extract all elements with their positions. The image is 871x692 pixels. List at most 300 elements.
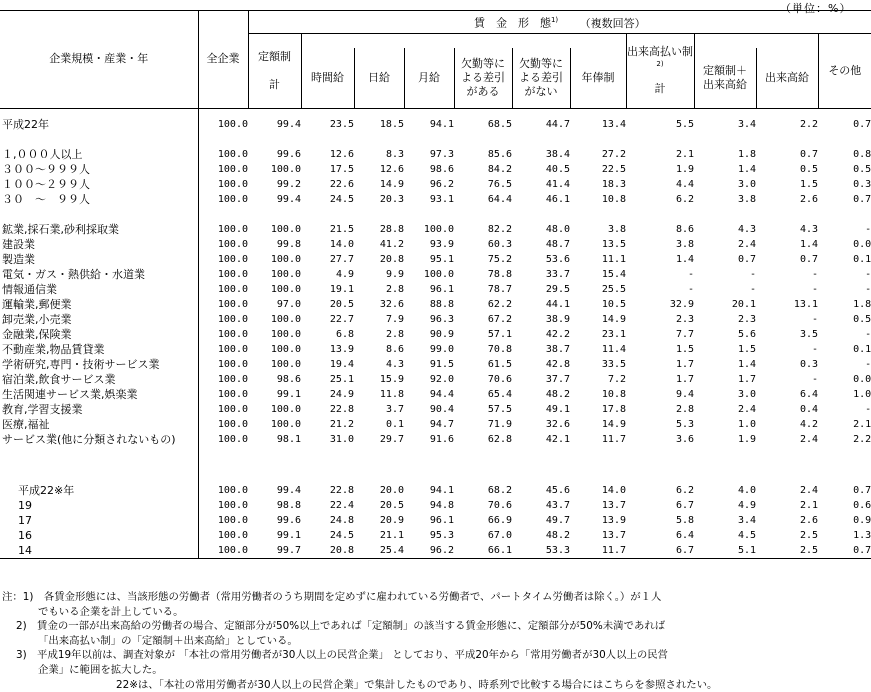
row-label: 生活関連サービス業,娯楽業 bbox=[2, 387, 138, 401]
cell-value: 9.9 bbox=[385, 268, 404, 280]
cell-value: 7.2 bbox=[607, 373, 626, 385]
cell-value: 42.1 bbox=[545, 433, 570, 445]
row-label: 情報通信業 bbox=[2, 282, 57, 296]
cell-value: 4.4 bbox=[675, 178, 694, 190]
cell-value: - bbox=[865, 283, 871, 295]
cell-value: - bbox=[811, 313, 818, 325]
table-row bbox=[0, 282, 871, 297]
cell-value: 41.2 bbox=[379, 238, 404, 250]
cell-value: 2.8 bbox=[385, 283, 404, 295]
cell-value: 3.7 bbox=[385, 403, 404, 415]
cell-value: 38.7 bbox=[545, 343, 570, 355]
table-row bbox=[0, 543, 871, 559]
cell-value: 17.5 bbox=[329, 163, 354, 175]
cell-value: 33.5 bbox=[601, 358, 626, 370]
table-row bbox=[0, 297, 871, 312]
cell-value: 13.9 bbox=[329, 343, 354, 355]
cell-value: 96.3 bbox=[429, 313, 454, 325]
table-row bbox=[0, 108, 871, 132]
cell-value: 4.3 bbox=[737, 223, 756, 235]
cell-value: 22.8 bbox=[329, 484, 354, 496]
cell-value: 100.0 bbox=[198, 513, 248, 528]
cell-value: 100.0 bbox=[198, 357, 248, 372]
cell-value: 6.7 bbox=[626, 543, 694, 559]
cell-value: - bbox=[687, 283, 694, 295]
cell-value: 78.8 bbox=[487, 268, 512, 280]
cell-value: - bbox=[811, 373, 818, 385]
cell-value: 1.9 bbox=[675, 163, 694, 175]
cell-value: 100.0 bbox=[198, 162, 248, 177]
cell-value: 94.4 bbox=[429, 388, 454, 400]
cell-value: 100.0 bbox=[198, 252, 248, 267]
unit-label: （単位：%） bbox=[780, 2, 852, 15]
cell-value: 62.2 bbox=[487, 298, 512, 310]
cell-value: 84.2 bbox=[487, 163, 512, 175]
cell-value: - bbox=[811, 283, 818, 295]
wage-form-table bbox=[0, 10, 871, 559]
cell-value: 78.7 bbox=[487, 283, 512, 295]
cell-value: 22.4 bbox=[329, 499, 354, 511]
cell-value: 100.0 bbox=[198, 237, 248, 252]
cell-value: 48.0 bbox=[545, 223, 570, 235]
cell-value: 0.7 bbox=[818, 543, 871, 559]
cell-value: 3.8 bbox=[675, 238, 694, 250]
cell-value: 100.0 bbox=[270, 328, 301, 340]
cell-value: 22.7 bbox=[329, 313, 354, 325]
cell-value: 70.8 bbox=[487, 343, 512, 355]
cell-value: 20.3 bbox=[379, 193, 404, 205]
row-label: 製造業 bbox=[2, 252, 35, 266]
cell-value: 24.9 bbox=[329, 388, 354, 400]
cell-value: 100.0 bbox=[198, 498, 248, 513]
cell-value: 1.5 bbox=[799, 178, 818, 190]
table-row bbox=[0, 162, 871, 177]
cell-value: 99.1 bbox=[276, 388, 301, 400]
cell-value: 25.4 bbox=[354, 543, 404, 559]
cell-value: 24.5 bbox=[329, 193, 354, 205]
row-label-header: 企業規模・産業・年 bbox=[0, 11, 198, 109]
cell-value: 100.0 bbox=[270, 343, 301, 355]
cell-value: 2.8 bbox=[385, 328, 404, 340]
cell-value: 11.7 bbox=[601, 433, 626, 445]
cell-value: 0.7 bbox=[853, 484, 871, 496]
row-label: 平成22※年 bbox=[18, 483, 75, 497]
cell-value: - bbox=[865, 268, 871, 280]
wage-form-group-header: 賃 金 形 態$^{1)}$ （複数回答） bbox=[248, 11, 871, 34]
cell-value: 14.9 bbox=[379, 178, 404, 190]
cell-value: 53.6 bbox=[545, 253, 570, 265]
row-label: 金融業,保険業 bbox=[2, 327, 72, 341]
cell-value: 37.7 bbox=[545, 373, 570, 385]
cell-value: 2.2 bbox=[799, 118, 818, 130]
piece-pay-header: 出来高給 bbox=[756, 48, 818, 108]
cell-value: 11.1 bbox=[601, 253, 626, 265]
cell-value: 21.5 bbox=[329, 223, 354, 235]
cell-value: 41.4 bbox=[545, 178, 570, 190]
cell-value: 13.9 bbox=[601, 514, 626, 526]
cell-value: 2.4 bbox=[799, 433, 818, 445]
cell-value: 96.1 bbox=[429, 514, 454, 526]
cell-value: 93.1 bbox=[429, 193, 454, 205]
cell-value: 99.1 bbox=[276, 529, 301, 541]
row-label: 19 bbox=[18, 498, 32, 512]
cell-value: 100.0 bbox=[198, 267, 248, 282]
cell-value: 0.7 bbox=[853, 118, 871, 130]
cell-value: 25.5 bbox=[601, 283, 626, 295]
cell-value: 85.6 bbox=[487, 148, 512, 160]
cell-value: 60.3 bbox=[487, 238, 512, 250]
cell-value: 10.8 bbox=[601, 388, 626, 400]
cell-value: 100.0 bbox=[270, 163, 301, 175]
cell-value: 29.5 bbox=[545, 283, 570, 295]
cell-value: 0.9 bbox=[853, 514, 871, 526]
cell-value: 1.9 bbox=[737, 433, 756, 445]
cell-value: 2.6 bbox=[799, 514, 818, 526]
row-label: 運輸業,郵便業 bbox=[2, 297, 72, 311]
cell-value: 0.3 bbox=[853, 178, 871, 190]
cell-value: 100.0 bbox=[198, 312, 248, 327]
cell-value: 15.9 bbox=[379, 373, 404, 385]
fixed-subgroup-rule bbox=[301, 34, 626, 49]
cell-value: 100.0 bbox=[198, 342, 248, 357]
cell-value: 4.3 bbox=[385, 358, 404, 370]
table-row bbox=[0, 312, 871, 327]
cell-value: 4.0 bbox=[737, 484, 756, 496]
cell-value: 66.1 bbox=[454, 543, 512, 559]
cell-value: 98.1 bbox=[276, 433, 301, 445]
cell-value: 11.4 bbox=[601, 343, 626, 355]
cell-value: 0.7 bbox=[799, 253, 818, 265]
cell-value: 2.5 bbox=[799, 529, 818, 541]
cell-value: 7.7 bbox=[675, 328, 694, 340]
cell-value: 45.6 bbox=[545, 484, 570, 496]
cell-value: 100.0 bbox=[270, 358, 301, 370]
cell-value: 1.7 bbox=[675, 373, 694, 385]
cell-value: 98.6 bbox=[276, 373, 301, 385]
cell-value: 1.0 bbox=[853, 388, 871, 400]
cell-value: 100.0 bbox=[198, 543, 248, 559]
cell-value: 76.5 bbox=[487, 178, 512, 190]
cell-value: 100.0 bbox=[270, 313, 301, 325]
cell-value: 100.0 bbox=[198, 192, 248, 207]
table-row bbox=[0, 372, 871, 387]
cell-value: 13.7 bbox=[601, 499, 626, 511]
footnote-line: 2) 賃金の一部が出来高給の労働者の場合、定額部分が50%以上であれば「定額制」の該当する賃金形態に、定額部分が50%未満であれば bbox=[16, 620, 666, 633]
cell-value: 5.1 bbox=[694, 543, 756, 559]
cell-value: 93.9 bbox=[429, 238, 454, 250]
cell-value: 68.2 bbox=[487, 484, 512, 496]
cell-value: 0.4 bbox=[799, 403, 818, 415]
cell-value: 67.2 bbox=[487, 313, 512, 325]
cell-value: 1.7 bbox=[675, 358, 694, 370]
cell-value: 19.1 bbox=[329, 283, 354, 295]
cell-value: 0.1 bbox=[385, 418, 404, 430]
cell-value: 100.0 bbox=[198, 483, 248, 498]
absence-deduction-no-header: 欠勤等による差引がない bbox=[512, 48, 570, 108]
cell-value: 12.6 bbox=[329, 148, 354, 160]
cell-value: 1.4 bbox=[737, 163, 756, 175]
cell-value: 3.0 bbox=[737, 388, 756, 400]
other-header: その他 bbox=[818, 34, 871, 109]
cell-value: 0.1 bbox=[853, 343, 871, 355]
cell-value: 96.1 bbox=[429, 283, 454, 295]
cell-value: - bbox=[865, 358, 871, 370]
table-row bbox=[0, 192, 871, 207]
cell-value: 0.7 bbox=[799, 148, 818, 160]
cell-value: 14.9 bbox=[601, 313, 626, 325]
cell-value: 0.7 bbox=[737, 253, 756, 265]
cell-value: 2.1 bbox=[853, 418, 871, 430]
cell-value: 21.2 bbox=[329, 418, 354, 430]
cell-value: 21.1 bbox=[379, 529, 404, 541]
row-label: サービス業(他に分類されないもの) bbox=[2, 432, 176, 446]
cell-value: 99.4 bbox=[276, 118, 301, 130]
cell-value: 6.2 bbox=[675, 193, 694, 205]
cell-value: 12.6 bbox=[379, 163, 404, 175]
cell-value: 94.1 bbox=[429, 484, 454, 496]
cell-value: 13.5 bbox=[601, 238, 626, 250]
cell-value: - bbox=[865, 403, 871, 415]
table-row bbox=[0, 417, 871, 432]
cell-value: 9.4 bbox=[675, 388, 694, 400]
row-label: １００～２９９人 bbox=[2, 177, 90, 191]
cell-value: 95.3 bbox=[429, 529, 454, 541]
cell-value: 100.0 bbox=[423, 223, 454, 235]
table-row bbox=[0, 387, 871, 402]
cell-value: - bbox=[749, 268, 756, 280]
cell-value: 71.9 bbox=[487, 418, 512, 430]
cell-value: 24.5 bbox=[329, 529, 354, 541]
cell-value: 2.5 bbox=[756, 543, 818, 559]
cell-value: 1.8 bbox=[737, 148, 756, 160]
cell-value: 4.2 bbox=[799, 418, 818, 430]
cell-value: 100.0 bbox=[198, 432, 248, 447]
cell-value: 100.0 bbox=[198, 372, 248, 387]
cell-value: 67.0 bbox=[487, 529, 512, 541]
cell-value: 27.7 bbox=[329, 253, 354, 265]
cell-value: 98.6 bbox=[429, 163, 454, 175]
row-label: 学術研究,専門・技術サービス業 bbox=[2, 357, 160, 371]
piece-subgroup-rule bbox=[694, 34, 818, 49]
table-row bbox=[0, 327, 871, 342]
cell-value: 25.1 bbox=[329, 373, 354, 385]
cell-value: 99.2 bbox=[276, 178, 301, 190]
cell-value: 22.8 bbox=[329, 403, 354, 415]
cell-value: 99.4 bbox=[276, 193, 301, 205]
cell-value: 92.0 bbox=[429, 373, 454, 385]
footnote-line: 22※は、「本社の常用労働者が30人以上の民営企業」で集計したものであり、時系列で比較する場合にはこちらを参照されたい。 bbox=[116, 678, 718, 691]
cell-value: 3.8 bbox=[737, 193, 756, 205]
footnote-line: 注：1) 各賃金形態には、当該形態の労働者（常用労働者のうち期間を定めずに雇われている労働者で、パートタイム労働者は除く。）が１人 bbox=[2, 591, 662, 603]
cell-value: 22.6 bbox=[329, 178, 354, 190]
cell-value: 7.9 bbox=[385, 313, 404, 325]
cell-value: 99.7 bbox=[248, 543, 301, 559]
table-row bbox=[0, 528, 871, 543]
table-row bbox=[0, 432, 871, 447]
row-label: 平成22年 bbox=[2, 117, 49, 131]
cell-value: 17.8 bbox=[601, 403, 626, 415]
footnote-line: 企業」に範囲を拡大した。 bbox=[38, 663, 163, 676]
cell-value: 82.2 bbox=[487, 223, 512, 235]
cell-value: 3.5 bbox=[799, 328, 818, 340]
cell-value: 0.7 bbox=[853, 193, 871, 205]
cell-value: 44.7 bbox=[545, 118, 570, 130]
annual-salary-header: 年俸制 bbox=[570, 48, 626, 108]
cell-value: 48.7 bbox=[545, 238, 570, 250]
row-label: 建設業 bbox=[2, 237, 35, 251]
table-row bbox=[0, 147, 871, 162]
cell-value: 65.4 bbox=[487, 388, 512, 400]
cell-value: 94.1 bbox=[429, 118, 454, 130]
cell-value: 75.2 bbox=[487, 253, 512, 265]
cell-value: 0.3 bbox=[799, 358, 818, 370]
table-body bbox=[0, 108, 871, 558]
cell-value: 24.8 bbox=[329, 514, 354, 526]
cell-value: 100.0 bbox=[270, 223, 301, 235]
row-label: 教育,学習支援業 bbox=[2, 402, 83, 416]
cell-value: 10.5 bbox=[601, 298, 626, 310]
cell-value: 96.2 bbox=[404, 543, 454, 559]
table-row bbox=[0, 222, 871, 237]
cell-value: 100.0 bbox=[198, 297, 248, 312]
cell-value: 14.9 bbox=[601, 418, 626, 430]
cell-value: 97.0 bbox=[276, 298, 301, 310]
fixed-total-header: 定額制 計 bbox=[248, 34, 301, 109]
cell-value: 94.7 bbox=[429, 418, 454, 430]
row-label: 卸売業,小売業 bbox=[2, 312, 72, 326]
cell-value: 70.6 bbox=[487, 373, 512, 385]
cell-value: 100.0 bbox=[270, 253, 301, 265]
row-label: ３００～９９９人 bbox=[2, 162, 90, 176]
cell-value: 20.8 bbox=[301, 543, 354, 559]
cell-value: 5.5 bbox=[675, 118, 694, 130]
cell-value: 1.4 bbox=[737, 358, 756, 370]
row-label: 16 bbox=[18, 528, 32, 542]
cell-value: 43.7 bbox=[545, 499, 570, 511]
cell-value: 2.3 bbox=[737, 313, 756, 325]
cell-value: 2.1 bbox=[799, 499, 818, 511]
cell-value: 20.5 bbox=[329, 298, 354, 310]
cell-value: 42.8 bbox=[545, 358, 570, 370]
cell-value: 32.9 bbox=[669, 298, 694, 310]
cell-value: 100.0 bbox=[270, 283, 301, 295]
cell-value: 3.0 bbox=[737, 178, 756, 190]
cell-value: 6.2 bbox=[675, 484, 694, 496]
cell-value: 1.4 bbox=[799, 238, 818, 250]
cell-value: 0.1 bbox=[853, 253, 871, 265]
cell-value: 6.7 bbox=[675, 499, 694, 511]
cell-value: 91.5 bbox=[429, 358, 454, 370]
footnote-line: 3) 平成19年以前は、調査対象が 「本社の常用労働者が30人以上の民営企業」 としており、平成20年から「常用労働者が30人以上の民営 bbox=[16, 649, 669, 662]
cell-value: 23.1 bbox=[601, 328, 626, 340]
table-row bbox=[0, 402, 871, 417]
cell-value: 0.6 bbox=[853, 499, 871, 511]
cell-value: 100.0 bbox=[198, 402, 248, 417]
cell-value: 14.0 bbox=[329, 238, 354, 250]
cell-value: 6.8 bbox=[335, 328, 354, 340]
row-label: 17 bbox=[18, 513, 32, 527]
cell-value: 100.0 bbox=[198, 147, 248, 162]
cell-value: 100.0 bbox=[270, 403, 301, 415]
table-row bbox=[0, 252, 871, 267]
cell-value: - bbox=[865, 223, 871, 235]
cell-value: 0.5 bbox=[853, 313, 871, 325]
table-row bbox=[0, 357, 871, 372]
cell-value: - bbox=[811, 268, 818, 280]
cell-value: 100.0 bbox=[198, 282, 248, 297]
hourly-header: 時間給 bbox=[301, 48, 354, 108]
cell-value: 2.3 bbox=[675, 313, 694, 325]
cell-value: 0.0 bbox=[853, 373, 871, 385]
cell-value: 68.5 bbox=[487, 118, 512, 130]
cell-value: - bbox=[811, 343, 818, 355]
table-row bbox=[0, 267, 871, 282]
cell-value: 29.7 bbox=[379, 433, 404, 445]
cell-value: 100.0 bbox=[198, 528, 248, 543]
table-row bbox=[0, 342, 871, 357]
cell-value: 22.5 bbox=[601, 163, 626, 175]
cell-value: 100.0 bbox=[270, 418, 301, 430]
row-label: 医療,福祉 bbox=[2, 417, 50, 431]
cell-value: 32.6 bbox=[545, 418, 570, 430]
cell-value: 98.8 bbox=[276, 499, 301, 511]
cell-value: 2.1 bbox=[675, 148, 694, 160]
row-label: 鉱業,採石業,砂利採取業 bbox=[2, 222, 119, 236]
piece-total-header: 出来高払い制$^{2)}$ 計 bbox=[626, 34, 694, 109]
row-label: １,０００人以上 bbox=[2, 147, 83, 161]
cell-value: 11.8 bbox=[379, 388, 404, 400]
cell-value: 13.4 bbox=[601, 118, 626, 130]
cell-value: 8.6 bbox=[675, 223, 694, 235]
cell-value: 99.8 bbox=[276, 238, 301, 250]
cell-value: 38.9 bbox=[545, 313, 570, 325]
cell-value: 61.5 bbox=[487, 358, 512, 370]
cell-value: 49.7 bbox=[545, 514, 570, 526]
cell-value: 10.8 bbox=[601, 193, 626, 205]
cell-value: 49.1 bbox=[545, 403, 570, 415]
cell-value: 90.4 bbox=[429, 403, 454, 415]
footnotes bbox=[2, 590, 870, 692]
cell-value: 11.7 bbox=[570, 543, 626, 559]
cell-value: 15.4 bbox=[601, 268, 626, 280]
cell-value: 0.8 bbox=[853, 148, 871, 160]
cell-value: 3.6 bbox=[675, 433, 694, 445]
cell-value: 8.3 bbox=[385, 148, 404, 160]
table-row bbox=[0, 498, 871, 513]
cell-value: 90.9 bbox=[429, 328, 454, 340]
cell-value: 100.0 bbox=[198, 222, 248, 237]
cell-value: 38.4 bbox=[545, 148, 570, 160]
cell-value: 1.7 bbox=[737, 373, 756, 385]
cell-value: 1.5 bbox=[737, 343, 756, 355]
cell-value: 28.8 bbox=[379, 223, 404, 235]
cell-value: 4.3 bbox=[799, 223, 818, 235]
cell-value: 57.5 bbox=[487, 403, 512, 415]
cell-value: 5.8 bbox=[675, 514, 694, 526]
cell-value: 2.4 bbox=[799, 484, 818, 496]
footnote-line: 「出来高払い制」の「定額制＋出来高給」としている。 bbox=[38, 634, 298, 647]
cell-value: 88.8 bbox=[429, 298, 454, 310]
cell-value: 2.2 bbox=[853, 433, 871, 445]
cell-value: 20.5 bbox=[379, 499, 404, 511]
cell-value: 8.6 bbox=[385, 343, 404, 355]
cell-value: 19.4 bbox=[329, 358, 354, 370]
cell-value: 1.0 bbox=[737, 418, 756, 430]
cell-value: 13.7 bbox=[601, 529, 626, 541]
cell-value: 33.7 bbox=[545, 268, 570, 280]
cell-value: - bbox=[865, 328, 871, 340]
cell-value: 2.4 bbox=[737, 238, 756, 250]
